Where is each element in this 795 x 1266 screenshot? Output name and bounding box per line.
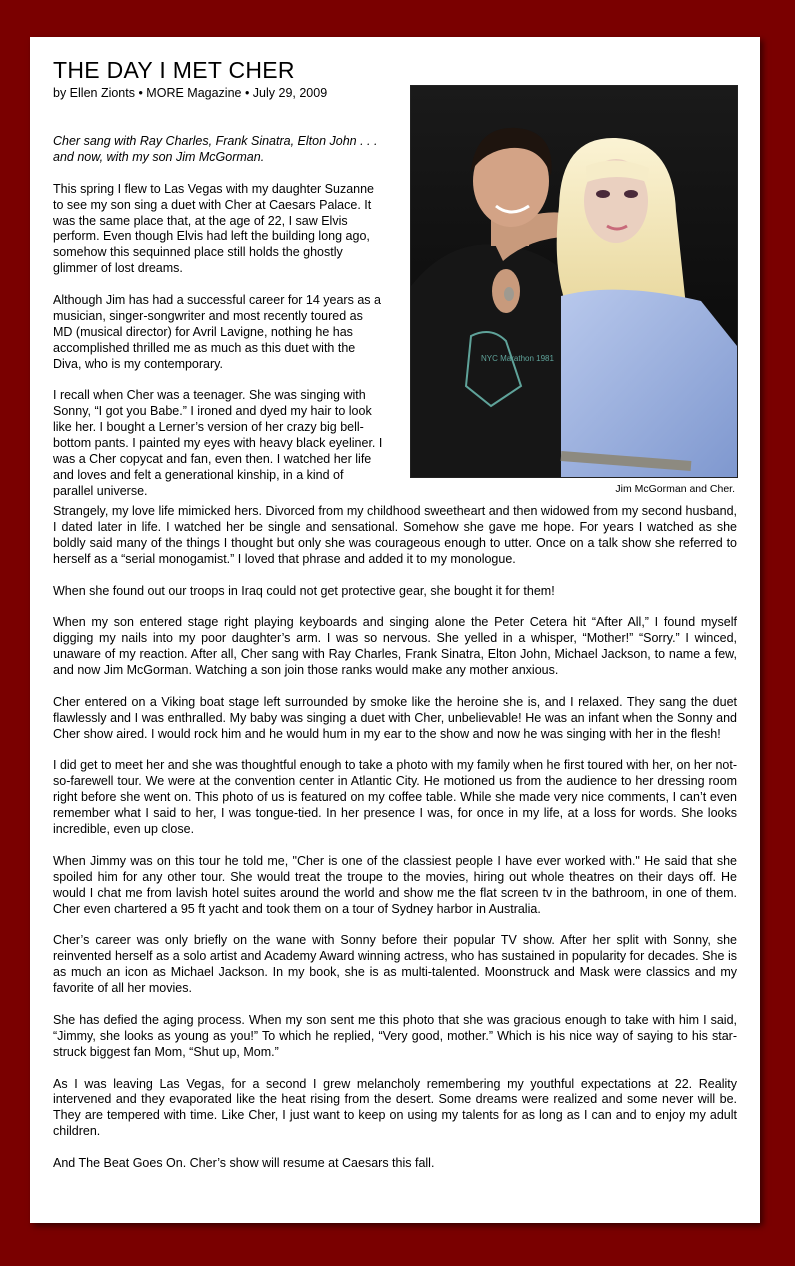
paragraph: Cher entered on a Viking boat stage left surrounded by smoke like the heroine she is, and I relaxed. They sang the duet flawlessly and I was enthralled. My baby was singing a duet with Cher, unbelievable! He was an infant when the Sonny and Cher show aired. I would rock him and he would hum in my ear to the show and now he was singing with her in the flesh!: [53, 694, 737, 741]
article-body-text: [53, 504, 737, 1188]
paragraph: Strangely, my love life mimicked hers. Divorced from my childhood sweetheart and then widowed from my second husband, I dated later in life. I watched her be single and sensational. Somehow she gave me hope. For years I watched as she boldly said many of the things I thought but only she was courageous enough to utter. Once on a talk show she referred to herself as a “serial monogamist.” I loved that phrase and added it to my monologue.: [53, 504, 737, 566]
paragraph: When my son entered stage right playing keyboards and singing alone the Peter Cetera hit “After All,” I found myself digging my nails into my poor daughter’s arm. I was so nervous. She yelled in a whisper, “Mother!” “Sorry.” I winced, unaware of my reaction. After all, Cher sang with Ray Charles, Frank Sinatra, Elton John, Michael Jackson, to name a few, and now Jim McGorman. Watching a son join those ranks would make any mother anxious.: [53, 615, 737, 678]
paragraph: When she found out our troops in Iraq could not get protective gear, she bought it for them!: [53, 583, 555, 598]
article-page: [30, 37, 760, 1223]
article-title: THE DAY I MET CHER: [53, 57, 295, 83]
paragraph: This spring I flew to Las Vegas with my daughter Suzanne to see my son sing a duet with Cher at Caesars Palace. It was the same place that, at the age of 22, I saw Elvis perform. Even though Elvis had left the building long ago, somehow this sequinned place still holds the ghostly glimmer of lost dreams.: [53, 181, 375, 276]
article-byline: by Ellen Zionts • MORE Magazine • July 29, 2009: [53, 86, 328, 100]
shirt-text: NYC Marathon 1981: [481, 354, 554, 363]
paragraph: When Jimmy was on this tour he told me, "Cher is one of the classiest people I have ever worked with." He said that she spoiled him for any other tour. She would treat the troupe to the movies, hiring out whole theatres on their days off. He would I chat me from lavish hotel suites around the world and show me the flat screen tv in the bathroom, in one of them. Cher even chartered a 95 ft yacht and took them on a tour of Sydney harbor in Australia.: [53, 853, 737, 916]
paragraph: I did get to meet her and she was thoughtful enough to take a photo with my family when he first toured with her, on her not-so-farewell tour. We were at the convention center in Atlantic City. He motioned us from the audience to her dressing room right before she went on. This photo of us is featured on my coffee table. While she made very nice comments, I can’t even remember what I said to her, I was tongue-tied. In her presence I was, for once in my life, at a loss for words. She looks incredible, even up close.: [53, 758, 737, 837]
paragraph: Although Jim has had a successful career for 14 years as a musician, singer-songwriter and most recently toured as MD (musical director) for Avril Lavigne, nothing he has accomplished thrilled me as much as this duet with the Diva, who is my contemporary.: [53, 293, 381, 371]
paragraph: And The Beat Goes On. Cher’s show will resume at Caesars this fall.: [53, 1156, 435, 1171]
paragraph: Cher’s career was only briefly on the wane with Sonny before their popular TV show. After her split with Sonny, she reinvented herself as a solo artist and Academy Award winning actress, who has sustained in popularity for decades. She is as much an icon as Michael Jackson. In my book, she is as multi-talented. Moonstruck and Mask were classics and my favorite of all her movies.: [53, 933, 737, 996]
article-column-text: [53, 134, 383, 516]
photo-caption: Jim McGorman and Cher.: [615, 483, 735, 495]
paragraph: I recall when Cher was a teenager. She was singing with Sonny, “I got you Babe.” I ironed and dyed my hair to look like her. I bought a Lerner’s version of her crazy big bell-bottom pants. I painted my eyes with heavy black eyeliner. I was a Cher copycat and fan, even then. I watched her life and loves and felt a generational kinship, in a kind of parallel universe.: [53, 388, 383, 498]
paragraph: As I was leaving Las Vegas, for a second I grew melancholy remembering my youthful expectations at 22. Reality intervened and they evaporated like the heat rising from the desert. Some dreams were realized and some never will be. They are tempered with time. Like Cher, I just want to keep on using my talents for as long as I can and to enjoy my adult children.: [53, 1076, 737, 1139]
photo-illustration: [411, 86, 737, 477]
article-photo: [410, 85, 738, 478]
article-intro: Cher sang with Ray Charles, Frank Sinatra, Elton John . . . and now, with my son Jim McGorman.: [53, 134, 378, 164]
paragraph: She has defied the aging process. When my son sent me this photo that she was gracious enough to take with him I said, “Jimmy, she looks as young as you!” To which he replied, “Very good, mother.” Which is his nice way of saying to his star-struck biggest fan Mom, “Shut up, Mom.”: [53, 1012, 737, 1059]
